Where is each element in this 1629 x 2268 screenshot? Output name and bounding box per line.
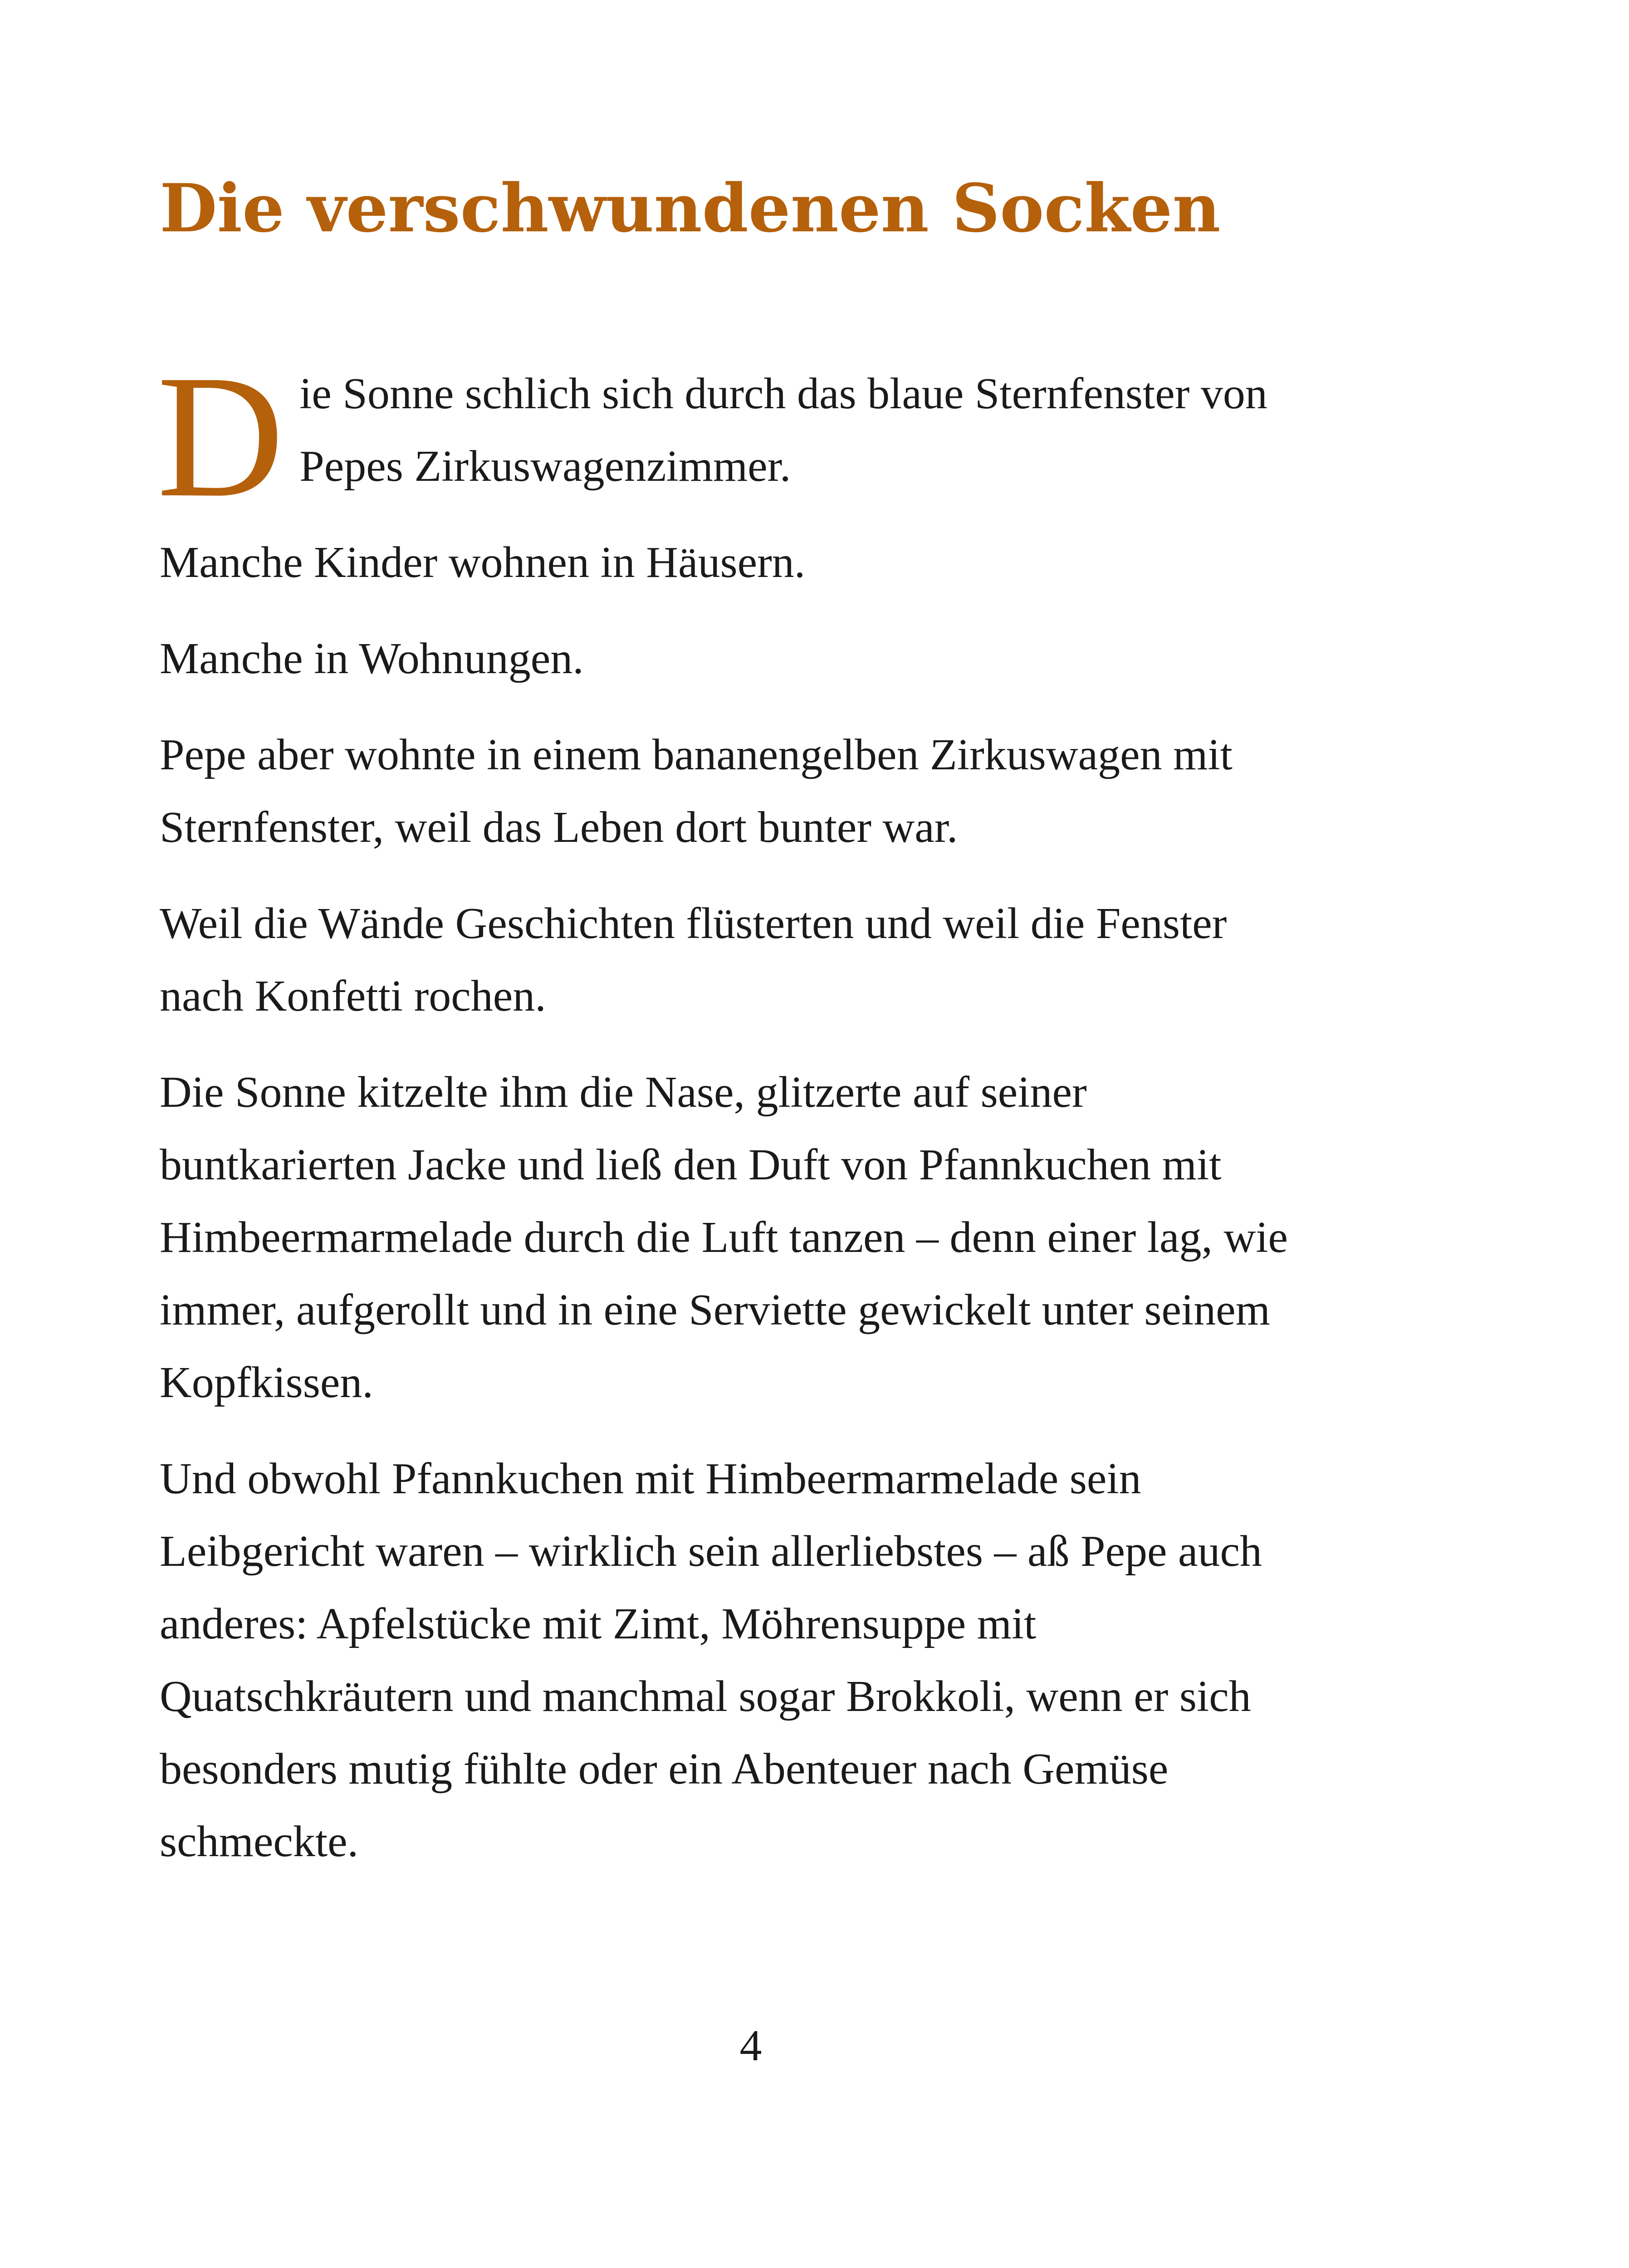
chapter-title: Die verschwundenen Socken <box>160 170 1221 247</box>
opening-paragraph <box>157 338 1321 533</box>
paragraph: Manche in Wohnungen. <box>160 634 584 683</box>
paragraph: Weil die Wände Geschichten flüsterten und weil die Fenster nach Konfetti rochen. <box>160 899 1227 1021</box>
chapter-body <box>157 338 1321 1901</box>
opening-paragraph-text: ie Sonne schlich sich durch das blaue Sternfenster von Pepes Zirkuswagenzimmer. <box>299 369 1267 491</box>
paragraph: Manche Kinder wohnen in Häusern. <box>160 538 806 587</box>
paragraph: Und obwohl Pfannkuchen mit Himbeermarmelade sein Leibgericht waren – wirklich sein allerliebstes – aß Pepe auch anderes: Apfelstücke mit Zimt, Möhrensuppe mit Quatschkräutern und manchmal sogar Brokkoli, wenn er sich besonders mutig fühlte oder ein Abenteuer nach Gemüse schmeckte. <box>160 1454 1262 1866</box>
paragraph: Die Sonne kitzelte ihm die Nase, glitzerte auf seiner buntkarierten Jacke und ließ den Duft von Pfannkuchen mit Himbeermarmelade durch die Luft tanzen – denn einer lag, wie immer, aufgerollt und in eine Serviette gewickelt unter seinem Kopfkissen. <box>160 1068 1288 1407</box>
paragraph: Pepe aber wohnte in einem bananengelben Zirkuswagen mit Sternfenster, weil das Leben dort bunter war. <box>160 730 1233 852</box>
drop-cap: D <box>157 338 284 533</box>
page-number: 4 <box>739 2021 762 2070</box>
